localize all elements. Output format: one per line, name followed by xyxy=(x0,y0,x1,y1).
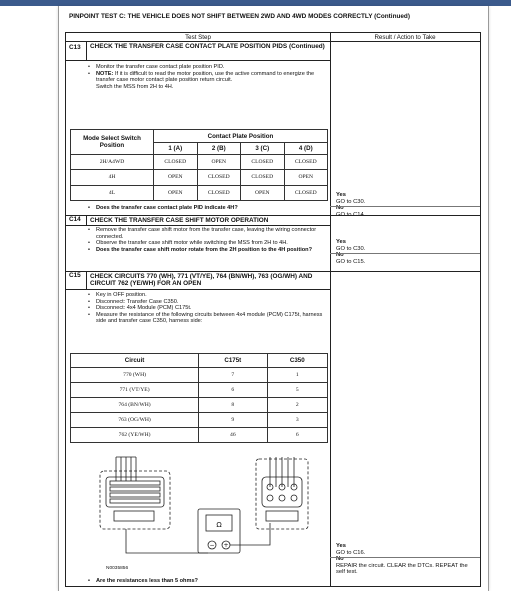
instruction-item: • Disconnect: Transfer Case C350. xyxy=(96,299,326,306)
table-cell: 9 xyxy=(199,413,267,428)
header-test-step: Test Step xyxy=(66,33,330,42)
table-cell: 2 xyxy=(267,398,327,413)
connector-c350-latch xyxy=(266,511,298,521)
table-row xyxy=(71,413,328,428)
connector-c175t-body xyxy=(106,477,164,507)
table-cell: 7 xyxy=(199,368,267,383)
question-text: • Does the transfer case shift motor rotate from the 2H position to the 4H position? xyxy=(96,247,326,254)
table-cell: 8 xyxy=(199,398,267,413)
connector-c175t-outline xyxy=(100,471,170,529)
table-cell: 764 (BN/WH) xyxy=(71,398,199,413)
no-action: GO to C14. xyxy=(336,211,366,218)
table-header: C175t xyxy=(199,354,267,368)
meter-lead-left xyxy=(126,529,208,553)
page-title: PINPOINT TEST C: THE VEHICLE DOES NOT SHIFT BETWEEN 2WD AND 4WD MODES CORRECTLY (Continued) xyxy=(69,13,410,20)
table-row xyxy=(71,170,328,185)
table-cell: CLOSED xyxy=(241,155,285,170)
table-cell: 771 (VT/YE) xyxy=(71,383,199,398)
row-divider xyxy=(66,271,480,272)
yes-action: GO to C30. xyxy=(336,198,366,205)
step-instructions-c13 xyxy=(84,64,326,90)
header-result: Result / Action to Take xyxy=(330,33,480,42)
table-header: 3 (C) xyxy=(241,143,285,155)
table-cell: 1 xyxy=(267,368,327,383)
table-row xyxy=(71,383,328,398)
table-header: 4 (D) xyxy=(284,143,328,155)
connector-latch xyxy=(114,511,154,521)
instruction-item xyxy=(96,71,326,91)
table-cell: 770 (WH) xyxy=(71,368,199,383)
row-divider xyxy=(66,225,330,226)
table-cell: 762 (YE/WH) xyxy=(71,428,199,443)
step-number-c14: C14 xyxy=(69,216,81,223)
yes-label: Yes xyxy=(336,543,346,549)
table-row xyxy=(71,428,328,443)
minus-sign: − xyxy=(209,542,215,549)
wiring-diagram xyxy=(94,453,314,565)
instruction-subitem: Switch the MSS from 2H to 4H. xyxy=(96,83,174,90)
column-divider xyxy=(330,33,331,586)
table-row xyxy=(71,155,328,170)
figure-code: N0035856 xyxy=(106,566,129,571)
instruction-item: • Observe the transfer case shift motor while switching the MSS from 2H to 4H. xyxy=(96,240,326,247)
result-c15 xyxy=(336,543,478,576)
question-text: • Are the resistances less than 5 ohms? xyxy=(96,578,326,585)
step-title-c15: CHECK CIRCUITS 770 (WH), 771 (VT/YE), 764 (BN/WH), 763 (OG/WH) AND CIRCUIT 762 (YE/WH) FOR AN OPEN xyxy=(90,273,313,288)
step-divider xyxy=(86,215,87,225)
table-cell: CLOSED xyxy=(197,185,241,200)
no-label: No xyxy=(336,205,344,212)
step-instructions-c14 xyxy=(84,227,326,253)
table-header: C350 xyxy=(267,354,327,368)
table-cell: CLOSED xyxy=(284,185,328,200)
yes-label: Yes xyxy=(336,192,346,198)
table-cell: CLOSED xyxy=(284,155,328,170)
yes-label: Yes xyxy=(336,239,346,245)
meter-lead-right xyxy=(230,523,270,545)
table-cell: 5 xyxy=(267,383,327,398)
table-cell: 3 xyxy=(267,413,327,428)
table-header: Circuit xyxy=(71,354,199,368)
plus-sign: + xyxy=(223,542,229,549)
instruction-item: • Key in OFF position. xyxy=(96,292,326,299)
no-label: No xyxy=(336,252,344,259)
row-divider xyxy=(330,557,480,558)
table-cell: OPEN xyxy=(154,170,198,185)
row-divider xyxy=(66,60,330,61)
table-cell: OPEN xyxy=(241,185,285,200)
table-row xyxy=(71,185,328,200)
row-divider xyxy=(66,289,330,290)
row-divider xyxy=(66,215,480,216)
step-instructions-c15 xyxy=(84,292,326,325)
instruction-item: • Measure the resistance of the following circuits between 4x4 module (PCM) C175t, harness side and transfer case C350, harness side: xyxy=(96,312,326,325)
step-question-c13 xyxy=(84,205,326,212)
table-row xyxy=(71,398,328,413)
probe-leads-right xyxy=(270,457,294,487)
table-header: 2 (B) xyxy=(197,143,241,155)
contact-plate-table xyxy=(70,129,328,201)
step-question-c15 xyxy=(84,578,326,585)
step-divider xyxy=(86,42,87,60)
table-header: 1 (A) xyxy=(154,143,198,155)
connector-pins xyxy=(110,481,160,503)
circuit-resistance-table xyxy=(70,353,328,443)
table-header-mss: Mode Select Switch Position xyxy=(71,130,154,155)
pinpoint-test-table xyxy=(65,32,481,587)
note-text: If it is difficult to read the motor position, use the active command to energize the transfer case motor contact plate position return circuit. xyxy=(96,70,315,84)
table-cell: 6 xyxy=(267,428,327,443)
row-divider xyxy=(330,253,480,254)
table-row xyxy=(71,368,328,383)
note-label: NOTE: xyxy=(96,70,114,77)
step-title-c14: CHECK THE TRANSFER CASE SHIFT MOTOR OPERATION xyxy=(90,217,269,224)
step-number-c15: C15 xyxy=(69,272,81,279)
yes-action: GO to C30. xyxy=(336,245,366,252)
table-cell: 46 xyxy=(199,428,267,443)
instruction-item: • Disconnect: 4x4 Module (PCM) C175t. xyxy=(96,305,326,312)
ohm-symbol: Ω xyxy=(216,521,222,529)
table-cell: 6 xyxy=(199,383,267,398)
table-cell: CLOSED xyxy=(154,155,198,170)
step-title-c13: CHECK THE TRANSFER CASE CONTACT PLATE POSITION PIDS (Continued) xyxy=(90,43,325,50)
table-cell: OPEN xyxy=(154,185,198,200)
table-cell: 4L xyxy=(71,185,154,200)
instruction-item: • Monitor the transfer case contact plate position PID. xyxy=(96,64,326,71)
table-header-group: Contact Plate Position xyxy=(154,130,328,143)
table-cell: CLOSED xyxy=(197,170,241,185)
no-action: REPAIR the circuit. CLEAR the DTCs. REPEAT the self test. xyxy=(336,562,468,576)
table-cell: 763 (OG/WH) xyxy=(71,413,199,428)
document-page xyxy=(58,6,489,591)
table-cell: CLOSED xyxy=(241,170,285,185)
question-text: • Does the transfer case contact plate PID indicate 4H? xyxy=(96,205,326,212)
yes-action: GO to C16. xyxy=(336,549,366,556)
table-cell: 4H xyxy=(71,170,154,185)
table-cell: OPEN xyxy=(197,155,241,170)
row-divider xyxy=(330,206,480,207)
step-divider xyxy=(86,271,87,289)
no-label: No xyxy=(336,556,344,563)
instruction-item: • Remove the transfer case shift motor from the transfer case, leaving the wiring connector connected. xyxy=(96,227,326,240)
table-cell: 2H/A4WD xyxy=(71,155,154,170)
no-action: GO to C15. xyxy=(336,258,366,265)
step-number-c13: C13 xyxy=(69,44,81,51)
table-cell: OPEN xyxy=(284,170,328,185)
